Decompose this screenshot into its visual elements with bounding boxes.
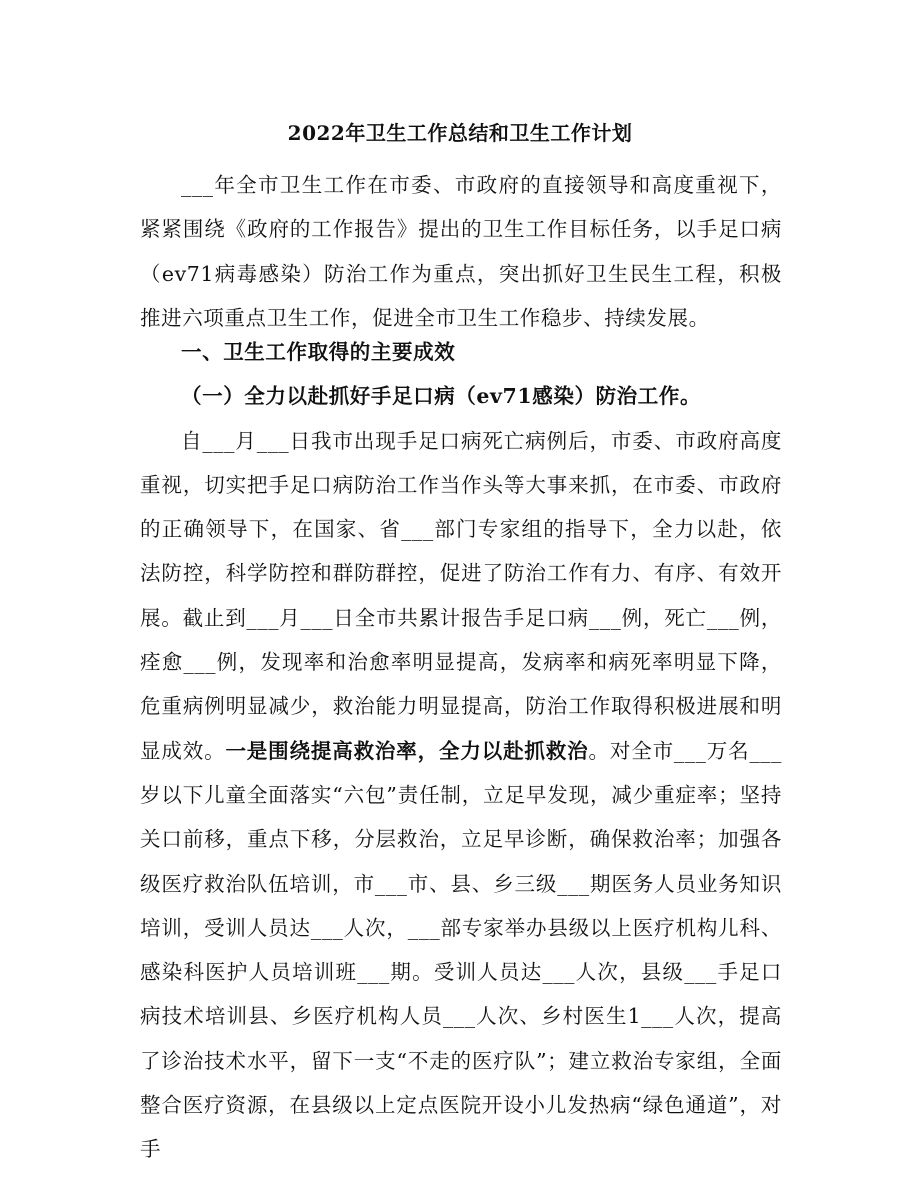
body-paragraph	[140, 419, 782, 1172]
body-bold-phrase: 一是围绕提高救治率，全力以赴抓救治	[225, 738, 589, 763]
intro-block	[140, 163, 782, 340]
section-heading: 一、卫生工作取得的主要成效	[181, 340, 456, 364]
body-text-part2: 。对全市___万名___岁以下儿童全面落实“六包”责任制，立足早发现，减少重症率；坚持关口前移，重点下移，分层救治，立足早诊断，确保救治率；加强各级医疗救治队伍培训，市___市、县、乡三级___期医务人员业务知识培训，受训人员达___人次，___部专家举办县级以上医疗机构儿科、感染科医护人员培训班___期。受训人员达___人次，县级___手足口病技术培训县、乡医疗机构人员___人次、乡村医生1___人次，提高了诊治技术水平，留下一支“不走的医疗队”；建立救治专家组，全面整合医疗资源，在县级以上定点医院开设小儿发热病“绿色通道”，对手	[140, 738, 782, 1162]
intro-paragraph: ___年全市卫生工作在市委、市政府的直接领导和高度重视下，紧紧围绕《政府的工作报告》提出的卫生工作目标任务，以手足口病（ev71病毒感染）防治工作为重点，突出抓好卫生民生工程，积极推进六项重点卫生工作，促进全市卫生工作稳步、持续发展。	[140, 173, 782, 330]
section-block	[140, 330, 782, 1172]
body-text-part1: 自___月___日我市出现手足口病死亡病例后，市委、市政府高度重视，切实把手足口病防治工作当作头等大事来抓，在市委、市政府的正确领导下，在国家、省___部门专家组的指导下，全力以赴，依法防控，科学防控和群防群控，促进了防治工作有力、有序、有效开展。截止到___月___日全市共累计报告手足口病___例，死亡___例，痊愈___例，发现率和治愈率明显提高，发病率和病死率明显下降，危重病例明显减少，救治能力明显提高，防治工作取得积极进展和明显成效。	[140, 428, 782, 763]
subsection-heading: （一）全力以赴抓好手足口病（ev71感染）防治工作。	[181, 384, 702, 409]
document-title: 2022年卫生工作总结和卫生工作计划	[287, 121, 633, 145]
